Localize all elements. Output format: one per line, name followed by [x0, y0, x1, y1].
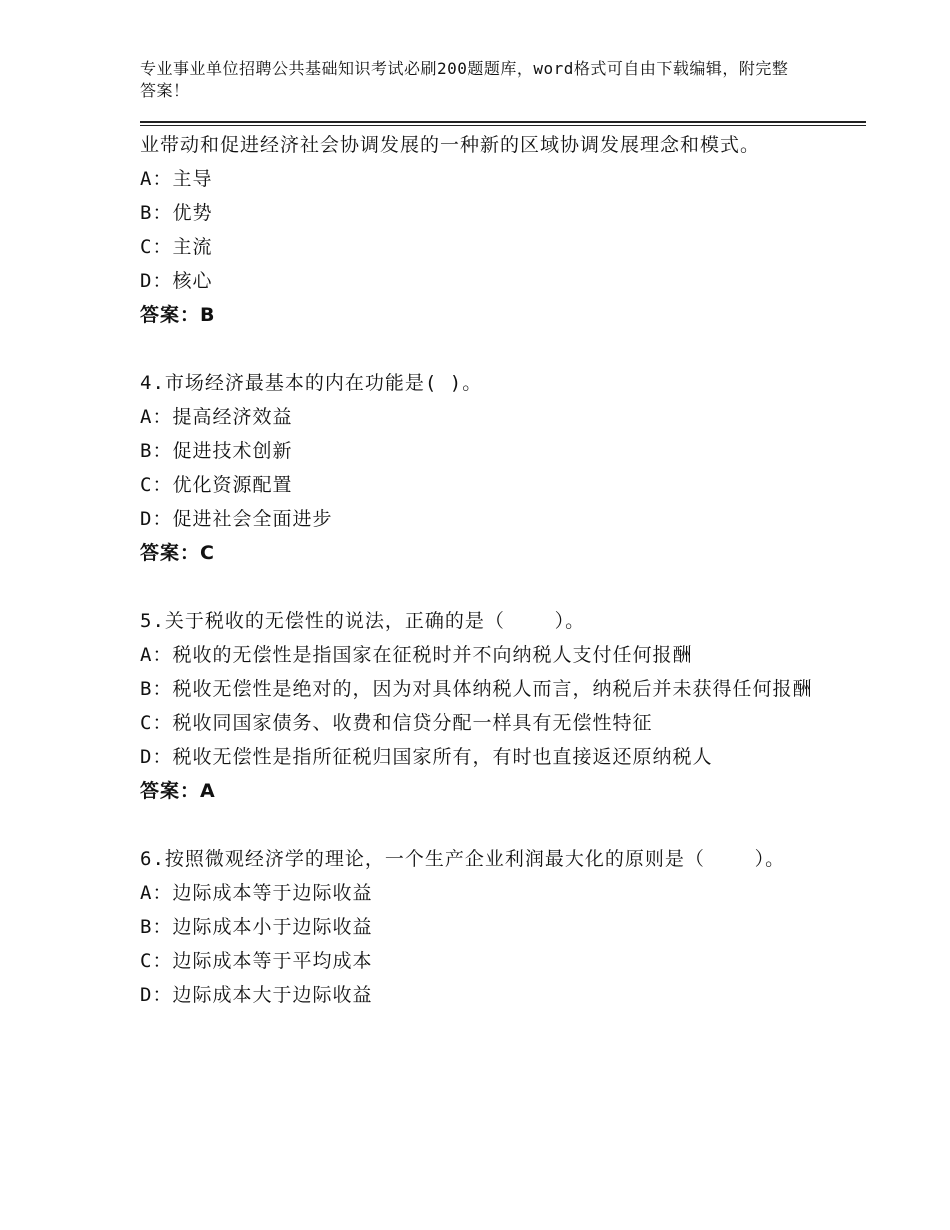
- option-d: D：税收无偿性是指所征税归国家所有，有时也直接返还原纳税人: [140, 746, 713, 768]
- header-rule-thin: [140, 125, 866, 126]
- question-5: [140, 604, 820, 808]
- option-a: A：税收的无偿性是指国家在征税时并不向纳税人支付任何报酬: [140, 644, 693, 666]
- question-stem: 6.按照微观经济学的理论，一个生产企业利润最大化的原则是（ ）。: [140, 848, 786, 870]
- option-c: C：税收同国家债务、收费和信贷分配一样具有无偿性特征: [140, 712, 653, 734]
- answer-line: 答案：A: [140, 780, 216, 802]
- question-4: [140, 366, 820, 570]
- option-a: A：主导: [140, 168, 213, 190]
- option-b: B：税收无偿性是绝对的，因为对具体纳税人而言，纳税后并未获得任何报酬: [140, 678, 813, 700]
- answer-line: 答案：B: [140, 304, 216, 326]
- option-a: A：提高经济效益: [140, 406, 293, 428]
- option-c: C：边际成本等于平均成本: [140, 950, 373, 972]
- header-rule-thick: [140, 121, 866, 123]
- option-a: A：边际成本等于边际收益: [140, 882, 373, 904]
- question-stem: 5.关于税收的无偿性的说法，正确的是（ ）。: [140, 610, 586, 632]
- answer-line: 答案：C: [140, 542, 215, 564]
- page-header: 专业事业单位招聘公共基础知识考试必刷200题题库，word格式可自由下载编辑，附完整答案！: [140, 59, 789, 100]
- option-c: C：优化资源配置: [140, 474, 293, 496]
- question-6: [140, 842, 820, 1012]
- question-content: [140, 128, 820, 1012]
- option-d: D：促进社会全面进步: [140, 508, 333, 530]
- option-b: B：边际成本小于边际收益: [140, 916, 373, 938]
- question-spacer: [140, 570, 820, 604]
- option-d: D：边际成本大于边际收益: [140, 984, 373, 1006]
- option-b: B：促进技术创新: [140, 440, 293, 462]
- question-spacer: [140, 808, 820, 842]
- option-b: B：优势: [140, 202, 213, 224]
- option-d: D：核心: [140, 270, 213, 292]
- question-3-continued: [140, 128, 820, 332]
- question-stem-continued: 业带动和促进经济社会协调发展的一种新的区域协调发展理念和模式。: [140, 134, 761, 156]
- option-c: C：主流: [140, 236, 213, 258]
- question-spacer: [140, 332, 820, 366]
- question-stem: 4.市场经济最基本的内在功能是( )。: [140, 372, 483, 394]
